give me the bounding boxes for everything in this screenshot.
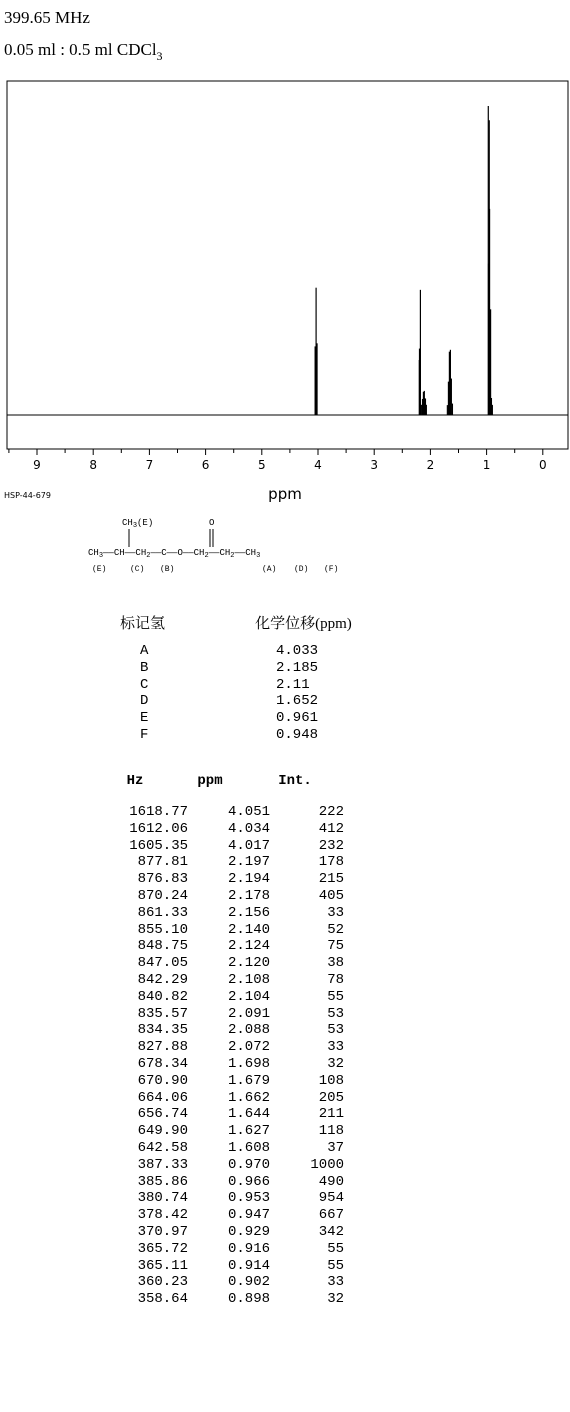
peak-int: 118 [318, 1123, 344, 1140]
tick-label: 7 [145, 458, 154, 472]
peak-ppm: 1.698 [227, 1055, 270, 1072]
peak-ppm: 2.140 [227, 921, 270, 938]
peak-int: 405 [318, 887, 344, 904]
peak-hz: 861.33 [137, 904, 188, 921]
assignment-table [110, 612, 380, 744]
peak-hz: 855.10 [137, 921, 188, 938]
structure-label-c: (C) [130, 565, 145, 574]
peak-hz: 870.24 [137, 887, 188, 904]
peak-hz: 664.06 [137, 1089, 188, 1106]
peak-ppm: 2.124 [227, 938, 270, 955]
peak-ppm: 0.902 [227, 1274, 270, 1291]
peak-hz: 370.97 [137, 1223, 188, 1240]
peak-hz: 877.81 [137, 854, 188, 871]
peak-row [90, 1207, 390, 1224]
assignment-row [110, 643, 380, 660]
sample-subscript: 3 [156, 49, 163, 63]
peak-ppm: 0.953 [227, 1190, 270, 1207]
peak-int: 55 [327, 1240, 344, 1257]
peak-lines [315, 106, 492, 415]
peak-row [90, 838, 390, 855]
structure-label-b: (B) [160, 565, 175, 574]
peak-table [90, 773, 390, 1308]
peak-int: 32 [327, 1291, 344, 1308]
peak-int: 53 [327, 1005, 344, 1022]
chemical-shift: 1.652 [276, 693, 319, 710]
peak-ppm: 2.108 [227, 971, 270, 988]
nmr-spectrum [0, 76, 570, 516]
structure-label-d: (D) [294, 565, 309, 574]
peak-hz: 649.90 [137, 1123, 188, 1140]
tick-label: 6 [201, 458, 210, 472]
peak-int: 1000 [310, 1156, 344, 1173]
peak-ppm: 4.051 [227, 804, 270, 820]
peak-hz: 365.11 [137, 1257, 188, 1274]
peak-hz: 358.64 [137, 1291, 188, 1308]
peak-row [90, 804, 390, 821]
tick-label: 9 [33, 458, 41, 472]
peak-ppm: 2.156 [227, 904, 270, 921]
peak-ppm: 1.644 [227, 1106, 270, 1123]
peak-hz: 848.75 [137, 938, 188, 955]
peak-row [90, 1106, 390, 1123]
peak-hz: 365.72 [137, 1240, 188, 1257]
peak-table-body [90, 804, 390, 1308]
peak-hz: 842.29 [137, 971, 188, 988]
tick-label: 5 [257, 458, 266, 472]
peak-row [90, 888, 390, 905]
header-shift: 化学位移(ppm) [255, 616, 352, 632]
structure-label-f: (F) [324, 565, 339, 574]
peak-int: 215 [318, 871, 344, 888]
tick-label: 0 [538, 458, 547, 472]
plot-frame [7, 81, 568, 449]
peak-row [90, 938, 390, 955]
peak-hz: 670.90 [137, 1072, 188, 1089]
peak-hz: 840.82 [137, 988, 188, 1005]
peak-row [90, 972, 390, 989]
x-axis-ticks [9, 449, 543, 455]
peak-row [90, 1157, 390, 1174]
spectrum-code: HSP-44-679 [4, 491, 51, 500]
peak-int: 108 [318, 1072, 344, 1089]
structure-label-a: (A) [262, 565, 277, 574]
peak-ppm: 2.088 [227, 1022, 270, 1039]
peak-hz: 385.86 [137, 1173, 188, 1190]
sample-description [4, 40, 163, 64]
peak-ppm: 2.104 [227, 988, 270, 1005]
chemical-shift: 4.033 [276, 643, 319, 659]
peak-hz: 834.35 [137, 1022, 188, 1039]
assignment-row [110, 660, 380, 677]
peak-ppm: 1.608 [227, 1139, 270, 1156]
peak-hz: 876.83 [137, 871, 188, 888]
peak-int: 33 [327, 1274, 344, 1291]
peak-row [90, 821, 390, 838]
hydrogen-label: C [140, 676, 149, 693]
peak-row [90, 854, 390, 871]
peak-hz: 1605.35 [129, 837, 188, 854]
peak-hz: 1612.06 [129, 820, 188, 837]
peak-ppm: 2.178 [227, 887, 270, 904]
peak-ppm: 2.091 [227, 1005, 270, 1022]
hydrogen-label: B [140, 659, 149, 676]
peak-table-header [90, 773, 390, 789]
assignment-row [110, 677, 380, 694]
peak-int: 232 [318, 837, 344, 854]
peak-ppm: 0.929 [227, 1223, 270, 1240]
peak-int: 178 [318, 854, 344, 871]
structure-branch-label: $CH_3(E)$ [122, 518, 154, 530]
structure-label-e: (E) [92, 565, 107, 574]
peak-int: 490 [318, 1173, 344, 1190]
peak-row [90, 1039, 390, 1056]
peak-hz: 380.74 [137, 1190, 188, 1207]
peak-row [90, 871, 390, 888]
hydrogen-label: F [140, 726, 149, 743]
peak-hz: 642.58 [137, 1139, 188, 1156]
peak-int: 342 [318, 1223, 344, 1240]
peak-row [90, 955, 390, 972]
peak-row [90, 1224, 390, 1241]
peak-int: 55 [327, 988, 344, 1005]
peak-ppm: 1.662 [227, 1089, 270, 1106]
peak-row [90, 1022, 390, 1039]
peak-row [90, 1123, 390, 1140]
hydrogen-label: D [140, 693, 149, 710]
header-hz: Hz [126, 773, 144, 789]
peak-row [90, 1140, 390, 1157]
peak-ppm: 4.017 [227, 837, 270, 854]
peak-int: 32 [327, 1055, 344, 1072]
hydrogen-label: A [140, 643, 149, 659]
peak-row [90, 1258, 390, 1275]
peak-ppm: 0.914 [227, 1257, 270, 1274]
peak-int: 211 [318, 1106, 344, 1123]
peak-int: 33 [327, 904, 344, 921]
peak-hz: 678.34 [137, 1055, 188, 1072]
peak-int: 75 [327, 938, 344, 955]
x-axis-tick-labels [33, 458, 546, 472]
header-ppm: ppm [197, 773, 223, 789]
peak-hz: 360.23 [137, 1274, 188, 1291]
peak-int: 37 [327, 1139, 344, 1156]
peak-hz: 847.05 [137, 955, 188, 972]
peak-int: 222 [318, 804, 344, 820]
peak-row [90, 1174, 390, 1191]
chemical-shift: 0.948 [276, 726, 319, 743]
assignment-table-header [110, 612, 380, 633]
tick-label: 3 [370, 458, 379, 472]
chemical-shift: 2.185 [276, 659, 319, 676]
peak-int: 33 [327, 1039, 344, 1056]
header-label: 标记氢 [120, 616, 166, 632]
peak-row [90, 989, 390, 1006]
tick-label: 4 [314, 458, 322, 472]
tick-label: 8 [89, 458, 98, 472]
tick-label: 1 [482, 458, 491, 472]
assignment-table-body [110, 643, 380, 744]
peak-ppm: 2.197 [227, 854, 270, 871]
peak-ppm: 0.970 [227, 1156, 270, 1173]
peak-int: 55 [327, 1257, 344, 1274]
chemical-shift: 0.961 [276, 710, 319, 727]
peak-int: 53 [327, 1022, 344, 1039]
chemical-shift: 2.11 [276, 676, 310, 693]
peak-hz: 835.57 [137, 1005, 188, 1022]
peak-ppm: 1.679 [227, 1072, 270, 1089]
peak-int: 412 [318, 820, 344, 837]
peak-ppm: 2.072 [227, 1039, 270, 1056]
peak-int: 38 [327, 955, 344, 972]
peak-ppm: 0.966 [227, 1173, 270, 1190]
structure-main-chain: $CH_3——CH——CH_2——C——O——CH_2——CH_2——CH_3$ [88, 548, 261, 560]
peak-row [90, 1090, 390, 1107]
assignment-row [110, 710, 380, 727]
peak-row [90, 1073, 390, 1090]
peak-ppm: 0.898 [227, 1291, 270, 1308]
x-axis-label: ppm [268, 485, 302, 503]
peak-int: 667 [318, 1207, 344, 1224]
peak-row [90, 1274, 390, 1291]
peak-ppm: 2.194 [227, 871, 270, 888]
peak-hz: 827.88 [137, 1039, 188, 1056]
peak-row [90, 1056, 390, 1073]
peak-row [90, 1006, 390, 1023]
assignment-row [110, 693, 380, 710]
peak-int: 954 [318, 1190, 344, 1207]
peak-row [90, 905, 390, 922]
header-int: Int. [278, 773, 312, 789]
peak-row [90, 1241, 390, 1258]
assignment-row [110, 727, 380, 744]
tick-label: 2 [426, 458, 435, 472]
sample-main-text: 0.05 ml : 0.5 ml CDCl [4, 40, 157, 59]
peak-int: 78 [327, 971, 344, 988]
molecular-structure [85, 515, 385, 585]
peak-row [90, 1291, 390, 1308]
hydrogen-label: E [140, 710, 149, 727]
peak-hz: 656.74 [137, 1106, 188, 1123]
peak-ppm: 2.120 [227, 955, 270, 972]
peak-hz: 378.42 [137, 1207, 188, 1224]
peak-int: 52 [327, 921, 344, 938]
peak-row [90, 922, 390, 939]
peak-ppm: 1.627 [227, 1123, 270, 1140]
peak-row [90, 1190, 390, 1207]
peak-ppm: 0.947 [227, 1207, 270, 1224]
structure-carbonyl-oxygen: O [209, 518, 215, 528]
peak-ppm: 0.916 [227, 1240, 270, 1257]
peak-hz: 387.33 [137, 1156, 188, 1173]
peak-int: 205 [318, 1089, 344, 1106]
peak-ppm: 4.034 [227, 820, 270, 837]
peak-hz: 1618.77 [129, 804, 188, 820]
spectrometer-frequency: 399.65 MHz [4, 8, 90, 27]
